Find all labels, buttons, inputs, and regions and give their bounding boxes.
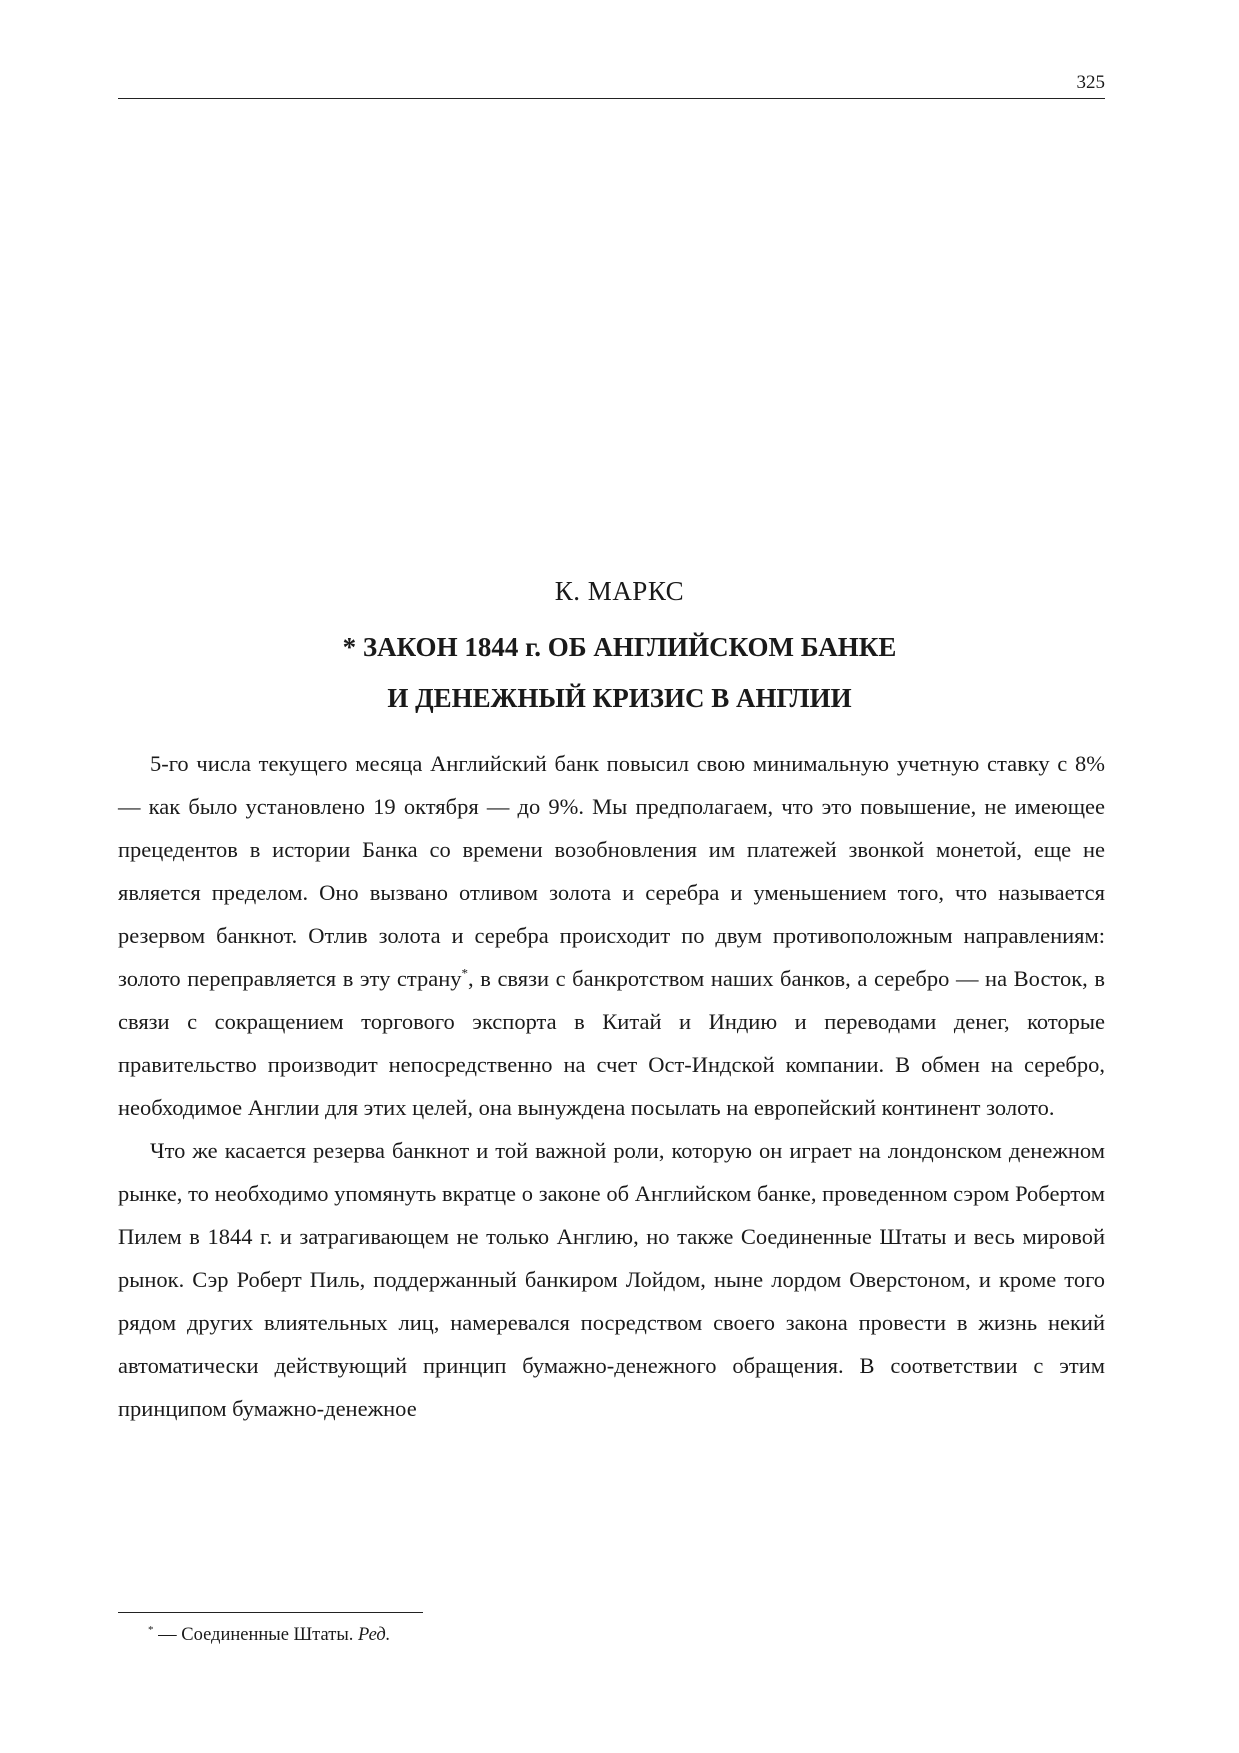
page-number: 325 <box>1076 72 1105 93</box>
paragraph-1-text-a: 5-го числа текущего месяца Английский банк повысил свою минимальную учетную ставку с 8% — как было установлено 19 октября — до 9%. Мы предполагаем, что это повышение, не имеющее прецедентов в истории Банка со времени возобновления им платежей звонкой монетой, еще не является пределом. Оно вызвано отливом золота и серебра и уменьшением того, что называется резервом банкнот. Отлив золота и серебра происходит по двум противоположным направлениям: золото переправляется в эту страну <box>118 751 1105 991</box>
running-header <box>118 72 1105 99</box>
author-name: К. МАРКС <box>554 576 685 606</box>
footnote-marker: * <box>148 1623 154 1636</box>
article-body <box>118 742 1105 1430</box>
paragraph-1-text-b: , в связи с банкротством наших банков, а серебро — на Восток, в связи с сокращением торгового экспорта в Китай и Индию и переводами денег, которые правительство производит непосредственно на счет Ост-Индской компании. В обмен на серебро, необходимое Англии для этих целей, она вынуждена посылать на европейский континент золото. <box>118 966 1105 1120</box>
footnote-reference: * <box>461 965 469 981</box>
article-title-line-2: И ДЕНЕЖНЫЙ КРИЗИС В АНГЛИИ <box>387 683 852 713</box>
footnote-divider <box>118 1612 423 1613</box>
footnote-text: — Соединенные Штаты. <box>153 1625 358 1645</box>
paragraph-2: Что же касается резерва банкнот и той важной роли, которую он играет на лондонском денежном рынке, то необходимо упомянуть вкратце о законе об Английском банке, проведенном сэром Робертом Пилем в 1844 г. и затрагивающем не только Англию, но также Соединенные Штаты и весь мировой рынок. Сэр Роберт Пиль, поддержанный банкиром Лойдом, ныне лордом Оверстоном, и кроме того рядом других влиятельных лиц, намеревался посредством своего закона провести в жизнь некий автоматически действующий принцип бумажно-денежного обращения. В соответствии с этим принципом бумажно-денежное <box>118 1138 1105 1421</box>
article-title-line-1: * ЗАКОН 1844 г. ОБ АНГЛИЙСКОМ БАНКЕ <box>342 632 897 662</box>
footnote-editor-note: Ред. <box>358 1625 391 1645</box>
paragraph-1 <box>118 742 1105 1129</box>
article-title <box>0 622 1239 724</box>
footnote <box>148 1622 390 1648</box>
